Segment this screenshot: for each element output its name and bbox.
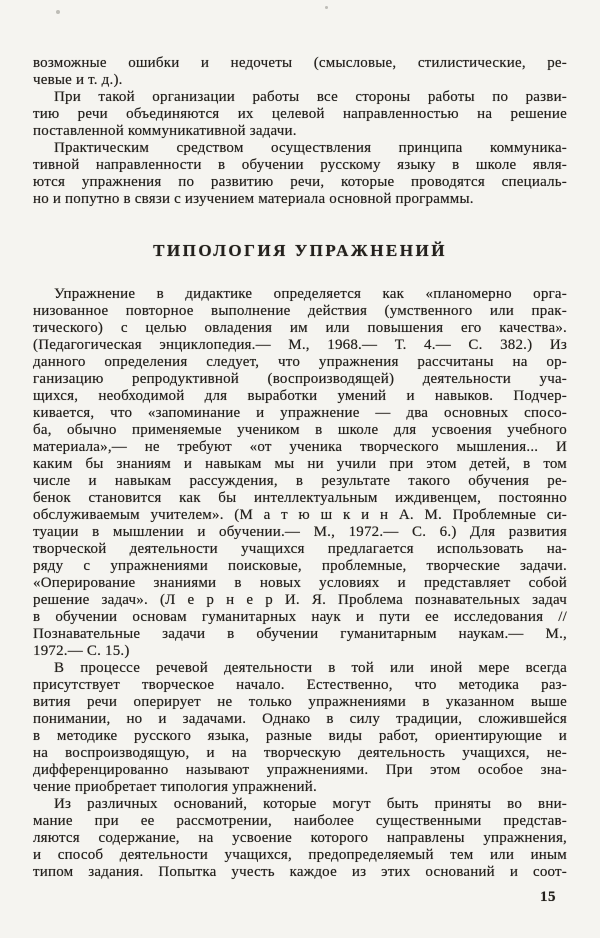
section-heading: ТИПОЛОГИЯ УПРАЖНЕНИЙ: [153, 241, 447, 260]
text-line: тию речи объединяются их целевой направленностью на решение: [33, 106, 567, 122]
text-line: материала»,— не требуют «от ученика творческого мышления... И: [33, 439, 567, 455]
paragraph: [33, 89, 567, 140]
paragraph: [33, 796, 567, 881]
text-line: в методике русского языка, разные виды работ, ориентирующие и: [33, 728, 567, 744]
text-line: При такой организации работы все стороны работы по разви-: [54, 89, 567, 105]
text-line: вития речи оперирует не только упражнениями в указанном выше: [33, 694, 567, 710]
text-line: туации в мышлении и обучении.— М., 1972.— С. 6.) Для развития: [33, 524, 567, 540]
scan-artifact: [325, 6, 328, 9]
text-line: Практическим средством осуществления принципа коммуника-: [54, 140, 567, 156]
text-line: чение приобретает типология упражнений.: [33, 779, 317, 795]
text-line: типом задания. Попытка учесть каждое из этих оснований и соот-: [33, 864, 567, 880]
text-line: тивной направленности в обучении русскому языку в школе явля-: [33, 157, 567, 173]
text-line: решение задач». (Л е р н е р И. Я. Проблема познавательных задач: [33, 592, 567, 608]
text-line: возможные ошибки и недочеты (смысловые, стилистические, ре-: [33, 55, 567, 71]
text-line: ются упражнения по развитию речи, которые проводятся специаль-: [33, 174, 567, 190]
text-line: ба, обычно применяемые учеником в школе для усвоения учебного: [33, 422, 567, 438]
text-line: понимании, но и задачами. Однако в силу традиции, сложившейся: [33, 711, 567, 727]
text-line: чевые и т. д.).: [33, 72, 123, 88]
page-number: 15: [540, 889, 556, 905]
text-line: (Педагогическая энциклопедия.— М., 1968.— Т. 4.— С. 382.) Из: [33, 337, 567, 353]
text-line: Из различных оснований, которые могут быть приняты во вни-: [54, 796, 567, 812]
paragraph: [33, 660, 567, 796]
text-line: обслуживаемым учителем». (М а т ю ш к и н А. М. Проблемные си-: [33, 507, 567, 523]
text-line: дифференцированно называют упражнениями. При этом особое зна-: [33, 762, 567, 778]
text-line: Познавательные задачи в обучении гуманитарным наукам.— М.,: [33, 626, 567, 642]
paragraph: [33, 55, 567, 89]
paragraph: [33, 140, 567, 208]
text-line: присутствует творческое начало. Естественно, что методика раз-: [33, 677, 567, 693]
text-line: Упражнение в дидактике определяется как «планомерно орга-: [54, 286, 567, 302]
text-line: данного определения следует, что упражнения рассчитаны на ор-: [33, 354, 567, 370]
text-line: щихся, необходимой для выработки умений и навыков. Подчер-: [33, 388, 567, 404]
page-text: [33, 55, 567, 881]
text-line: тического) с целью овладения им или повышения его качества».: [33, 320, 567, 336]
text-line: творческой деятельности учащихся предлагается использовать на-: [33, 541, 567, 557]
text-line: но и попутно в связи с изучением материала основной программы.: [33, 191, 474, 207]
text-line: ряду с упражнениями поисковые, проблемные, творческие задачи.: [33, 558, 567, 574]
text-line: в обучении основам гуманитарных наук и пути ее исследования //: [33, 609, 567, 625]
text-line: «Оперирование знаниями в новых условиях и представляет собой: [33, 575, 567, 591]
text-line: и способ деятельности учащихся, предопределяемый тем или иным: [33, 847, 567, 863]
text-line: низованное повторное выполнение действия (умственного или прак-: [33, 303, 567, 319]
text-line: бенок становится как бы интеллектуальным иждивенцем, постоянно: [33, 490, 567, 506]
paragraph: [33, 286, 567, 660]
text-line: поставленной коммуникативной задачи.: [33, 123, 297, 139]
text-line: ляются содержание, на усвоение которого направлены упражнения,: [33, 830, 567, 846]
scan-artifact: [56, 10, 60, 14]
text-line: ганизацию репродуктивной (воспроизводящей) деятельности уча-: [33, 371, 567, 387]
text-line: мание при ее рассмотрении, наиболее существенными представ-: [33, 813, 567, 829]
text-line: на воспроизводящую, и на творческую деятельность учащихся, не-: [33, 745, 567, 761]
text-line: числе и навыкам рассуждения, в результате такого обучения ре-: [33, 473, 567, 489]
text-line: кивается, что «запоминание и упражнение — два основных спосо-: [33, 405, 567, 421]
text-line: каким бы знаниям и навыкам мы ни учили при этом детей, в том: [33, 456, 567, 472]
text-line: 1972.— С. 15.): [33, 643, 130, 659]
text-line: В процессе речевой деятельности в той или иной мере всегда: [54, 660, 567, 676]
